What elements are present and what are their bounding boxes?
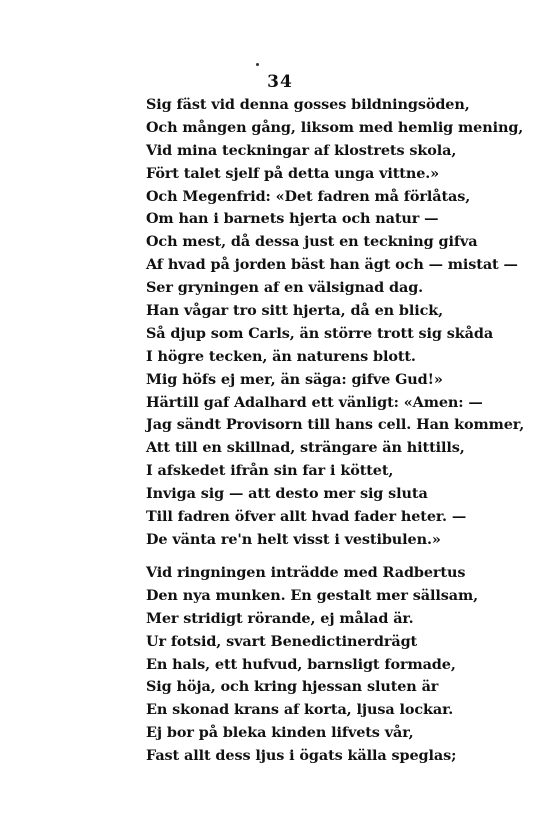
verse-line: Ej bor på bleka kinden lifvets vår, [146, 724, 414, 742]
verse-line: Vid mina teckningar af klostrets skola, [146, 141, 457, 159]
verse-line: Han vågar tro sitt hjerta, då en blick, [146, 302, 444, 320]
stanza-1 [146, 94, 524, 552]
verse-line: Af hvad på jorden bäst han ägt och — mistat — [146, 256, 518, 274]
verse-line: I högre tecken, än naturens blott. [146, 347, 416, 365]
verse-line: Och mången gång, liksom med hemlig mening, [146, 118, 524, 136]
verse-line: I afskedet ifrån sin far i köttet, [146, 462, 394, 480]
verse-line: Sig höja, och kring hjessan sluten är [146, 678, 439, 696]
stanza-2 [146, 562, 478, 768]
verse-line: Ur fotsid, svart Benedictinerdrägt [146, 632, 418, 650]
verse-line: Härtill gaf Adalhard ett vänligt: «Amen: — [146, 393, 483, 411]
verse-line: Vid ringningen inträdde med Radbertus [146, 564, 466, 581]
page-number: 34 [267, 72, 293, 92]
verse-line: Sig fäst vid denna gosses bildningsöden, [146, 96, 470, 113]
verse-line: Fört talet sjelf på detta unga vittne.» [146, 164, 440, 182]
verse-line: En skonad krans af korta, ljusa lockar. [146, 701, 454, 719]
verse-line: Mig höfs ej mer, än säga: gifve Gud!» [146, 370, 443, 388]
verse-line: De vänta re'n helt visst i vestibulen.» [146, 530, 441, 548]
ink-speck [256, 63, 259, 66]
verse-line: Fast allt dess ljus i ögats källa speglas; [146, 747, 457, 765]
verse-line: Så djup som Carls, än större trott sig skåda [146, 324, 494, 342]
verse-line: En hals, ett hufvud, barnsligt formade, [146, 655, 456, 673]
verse-line: Om han i barnets hjerta och natur — [146, 210, 439, 228]
verse-line: Den nya munken. En gestalt mer sällsam, [146, 586, 478, 604]
verse-line: Och mest, då dessa just en teckning gifva [146, 233, 478, 251]
verse-line: Mer stridigt rörande, ej målad är. [146, 609, 414, 627]
verse-line: Att till en skillnad, strängare än hittills, [146, 439, 465, 457]
verse-line: Ser gryningen af en välsignad dag. [146, 279, 424, 297]
verse-line: Till fadren öfver allt hvad fader heter. — [146, 508, 467, 526]
verse-line: Jag sändt Provisorn till hans cell. Han kommer, [146, 416, 525, 434]
verse-line: Och Megenfrid: «Det fadren må förlåtas, [146, 187, 471, 205]
verse-line: Inviga sig — att desto mer sig sluta [146, 485, 428, 503]
